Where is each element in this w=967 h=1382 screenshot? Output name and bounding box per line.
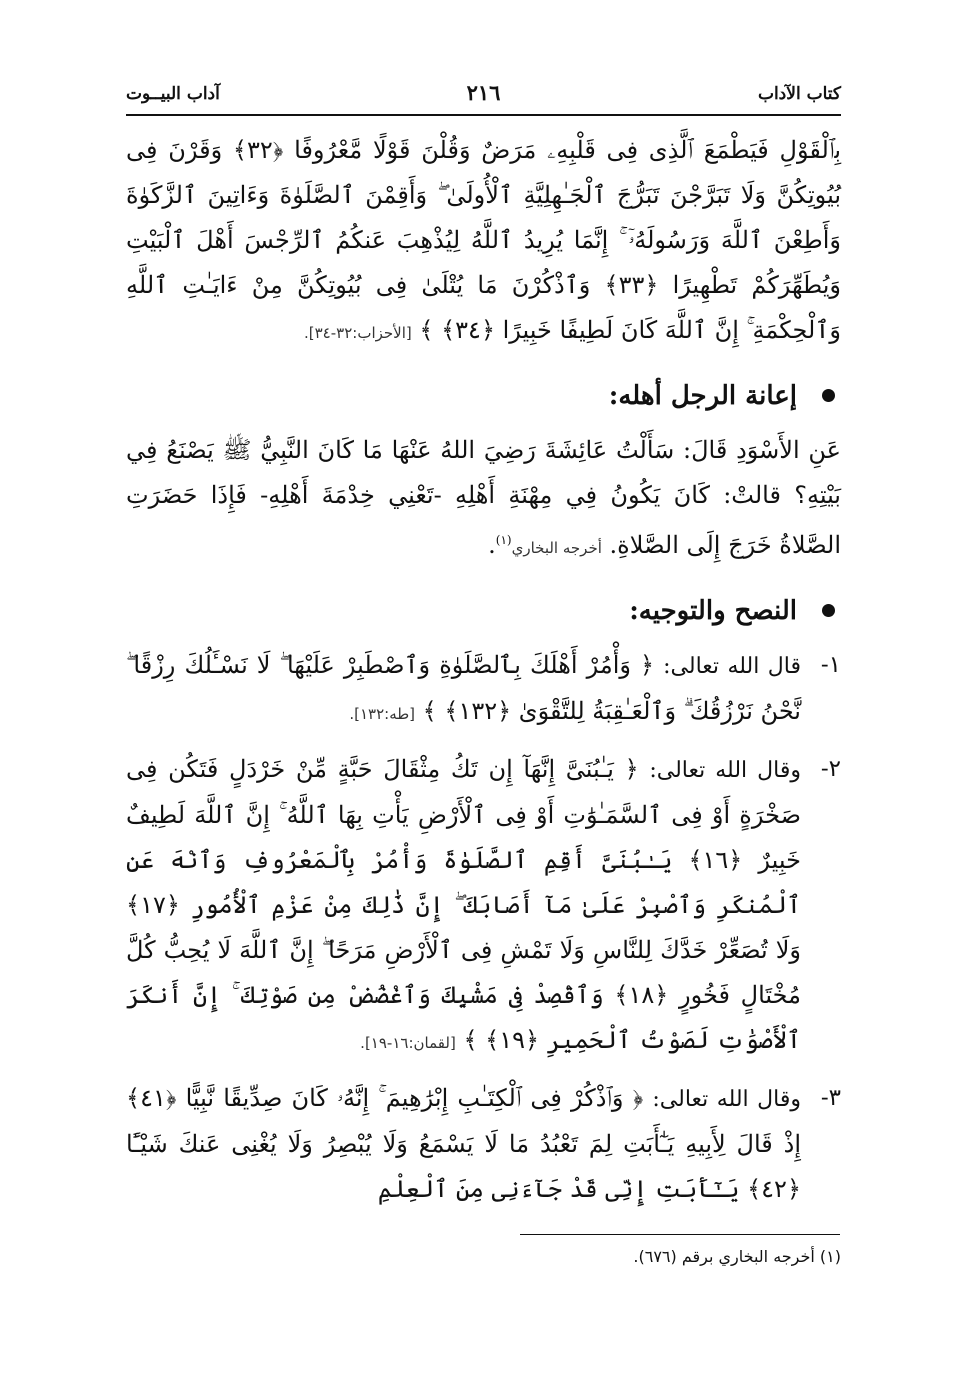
- list-item-number: ١-: [820, 652, 841, 678]
- quran-passage: [126, 128, 841, 356]
- bullet-icon: [822, 389, 835, 402]
- list-item-number: ٣-: [820, 1085, 841, 1111]
- section-heading-text: إعانة الرجل أهله:: [608, 381, 797, 411]
- section-heading-helping-family: [126, 376, 841, 416]
- page-body: [126, 128, 841, 1220]
- list-item-verse: ﴿ وَٱذْكُرْ فِى ٱلْكِتَـٰبِ إِبْرَٰهِيمَ ۚ إِنَّهُۥ كَانَ صِدِّيقًا نَّبِيًّا ﴿٤١﴾ إِذْ قَالَ لِأَبِيهِ يَـٰٓأَبَتِ لِمَ تَعْبُدُ مَا لَا يَسْمَعُ وَلَا يُبْصِرُ وَلَا يُغْنِى عَنكَ شَيْـًٔا ﴿٤٢﴾ يَـٰٓأَبَتِ إِنِّى قَدْ جَآءَنِى مِنَ ٱلْعِلْمِ: [126, 1084, 801, 1203]
- list-item-verse: ﴿ يَـٰبُنَىَّ إِنَّهَآ إِن تَكُ مِثْقَالَ حَبَّةٍ مِّنْ خَرْدَلٍ فَتَكُن فِى صَخْرَةٍ أَوْ فِى ٱلسَّمَـٰوَٰتِ أَوْ فِى ٱلْأَرْضِ يَأْتِ بِهَا ٱللَّهُ ۚ إِنَّ ٱللَّهَ لَطِيفٌ خَبِيرٌ ﴿١٦﴾ يَـٰبُنَىَّ أَقِمِ ٱلصَّلَوٰةَ وَأْمُرْ بِٱلْمَعْرُوفِ وَٱنْهَ عَنِ ٱلْمُنكَرِ وَٱصْبِرْ عَلَىٰ مَآ أَصَابَكَ ۖ إِنَّ ذَٰلِكَ مِنْ عَزْمِ ٱلْأُمُورِ ﴿١٧﴾ وَلَا تُصَعِّرْ خَدَّكَ لِلنَّاسِ وَلَا تَمْشِ فِى ٱلْأَرْضِ مَرَحًا ۖ إِنَّ ٱللَّهَ لَا يُحِبُّ كُلَّ مُخْتَالٍ فَخُورٍ ﴿١٨﴾ وَٱقْصِدْ فِى مَشْيِكَ وَٱغْضُضْ مِن صَوْتِكَ ۚ إِنَّ أَنكَرَ ٱلْأَصْوَٰتِ لَصَوْتُ ٱلْحَمِيرِ ﴿١٩﴾ ﴾: [126, 755, 801, 1054]
- quran-text: بِٱلْقَوْلِ فَيَطْمَعَ ٱلَّذِى فِى قَلْبِهِۦ مَرَضٌ وَقُلْنَ قَوْلًا مَّعْرُوفًا ﴿٣٢﴾ وَقَرْنَ فِى بُيُوتِكُنَّ وَلَا تَبَرَّجْنَ تَبَرُّجَ ٱلْجَـٰهِلِيَّةِ ٱلْأُولَىٰ ۖ وَأَقِمْنَ ٱلصَّلَوٰةَ وَءَاتِينَ ٱلزَّكَوٰةَ وَأَطِعْنَ ٱللَّهَ وَرَسُولَهُۥٓ ۚ إِنَّمَا يُرِيدُ ٱللَّهُ لِيُذْهِبَ عَنكُمُ ٱلرِّجْسَ أَهْلَ ٱلْبَيْتِ وَيُطَهِّرَكُمْ تَطْهِيرًا ﴿٣٣﴾ وَٱذْكُرْنَ مَا يُتْلَىٰ فِى بُيُوتِكُنَّ مِنْ ءَايَـٰتِ ٱللَّهِ وَٱلْحِكْمَةِ ۚ إِنَّ ٱللَّهَ كَانَ لَطِيفًا خَبِيرًا ﴿٣٤﴾ ﴾: [126, 136, 842, 344]
- list-item-reference: [لقمان:١٦-١٩].: [360, 1034, 456, 1052]
- chapter-title: آداب البيــوت: [126, 84, 220, 104]
- list-item-text: [126, 747, 801, 1066]
- list-item: [126, 1076, 841, 1212]
- list-item: [126, 643, 841, 737]
- running-header: [126, 78, 841, 114]
- bullet-icon: [822, 604, 835, 617]
- page-number: ٢١٦: [466, 80, 501, 105]
- list-item-intro: قال الله تعالى:: [663, 654, 801, 679]
- quran-reference: [الأحزاب:٣٢-٣٤].: [303, 324, 412, 342]
- footnote-divider: [520, 1234, 840, 1235]
- footnote-marker: (١): [495, 533, 512, 547]
- section-heading-text: النصح والتوجيه:: [629, 596, 797, 626]
- list-item: [126, 747, 841, 1066]
- hadith-paragraph: عَنِ الأَسْوَدِ قَالَ: سَأَلْتُ عَائِشَةَ رَضِيَ اللهُ عَنْهَا مَا كَانَ النَّبِيُّ ﷺ يَصْنَعُ فِي بَيْتِهِ؟ قالتْ: كَانَ يَكُونُ فِي مِهْنَةِ أَهْلِهِ -تَعْنِي خِدْمَةَ أَهْلِهِ- فَإِذَا حَضَرَتِ الصَّلاةُ خَرَجَ إِلَى الصَّلاةِ. أخرجه البخاري$^{(١)}$.: [126, 436, 841, 559]
- book-title: كتاب الآداب: [757, 84, 841, 104]
- list-item-verse: ﴿ وَأْمُرْ أَهْلَكَ بِٱلصَّلَوٰةِ وَٱصْطَبِرْ عَلَيْهَا ۖ لَا نَسْـَٔلُكَ رِزْقًا ۖ نَّحْنُ نَرْزُقُكَ ۗ وَٱلْعَـٰقِبَةُ لِلتَّقْوَىٰ ﴿١٣٢﴾ ﴾: [126, 651, 801, 725]
- list-item-number: ٢-: [820, 756, 841, 782]
- hadith-text: عَنِ الأَسْوَدِ قَالَ: سَأَلْتُ عَائِشَةَ رَضِيَ اللهُ عَنْهَا مَا كَانَ النَّبِيُّ ﷺ يَصْنَعُ فِي بَيْتِهِ؟ قالتْ: كَانَ يَكُونُ فِي مِهْنَةِ أَهْلِهِ -تَعْنِي خِدْمَةَ أَهْلِهِ- فَإِذَا حَضَرَتِ الصَّلاةُ خَرَجَ إِلَى الصَّلاةِ.: [126, 436, 841, 559]
- list-item-reference: [طه:١٣٢].: [349, 705, 416, 723]
- list-item-intro: وقال الله تعالى:: [649, 758, 801, 783]
- header-divider: [126, 114, 841, 116]
- hadith-citation: أخرجه البخاري: [511, 539, 602, 557]
- list-item-text: [126, 643, 801, 737]
- section-heading-advice: [126, 591, 841, 631]
- list-item-text: [126, 1076, 801, 1212]
- footnote: (١) أخرجه البخاري برقم (٦٧٦).: [633, 1247, 841, 1266]
- list-item-intro: وقال الله تعالى:: [652, 1087, 801, 1112]
